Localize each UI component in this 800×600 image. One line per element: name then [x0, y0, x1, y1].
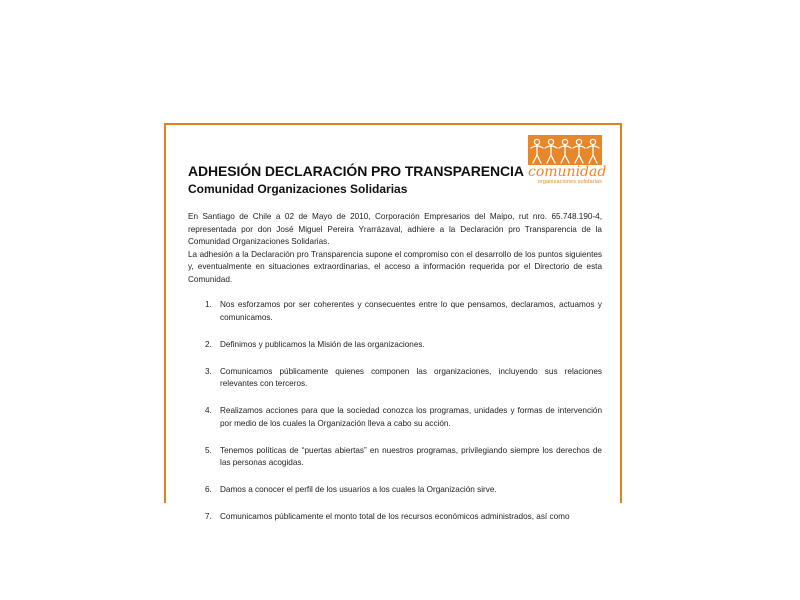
- commitment-paragraph: La adhesión a la Declaración pro Transparencia supone el compromiso con el desarrollo de los puntos siguientes y, eventualmente en situaciones extraordinarias, el acceso a información requerida por el Directorio de esta Comunidad.: [188, 249, 602, 284]
- item-text: Nos esforzamos por ser coherentes y consecuentes entre lo que pensamos, declaramos, actuamos y comunicamos.: [220, 300, 602, 322]
- item-number: 4.: [205, 406, 212, 415]
- item-text: Tenemos políticas de “puertas abiertas” en nuestros programas, privilegiando siempre los derechos de las personas acogidas.: [220, 445, 602, 467]
- list-item: [188, 484, 602, 497]
- comunidad-logo: [528, 135, 607, 193]
- list-item: [188, 405, 602, 430]
- item-text: Realizamos acciones para que la sociedad conozca los programas, unidades y formas de intervención por medio de los cuales la Organización lleva a cabo su acción.: [220, 406, 602, 428]
- item-text: Comunicamos públicamente quienes componen las organizaciones, incluyendo sus relaciones relevantes con terceros.: [220, 366, 602, 388]
- document-page: [164, 123, 622, 521]
- list-item: [188, 366, 602, 391]
- list-item: [188, 339, 602, 352]
- logo-tagline: organizaciones solidarias: [537, 179, 602, 185]
- item-number: 7.: [205, 512, 212, 521]
- document-body: [188, 211, 602, 286]
- list-item: [188, 445, 602, 470]
- commitment-list: [188, 299, 602, 538]
- item-text: Comunicamos públicamente el monto total de los recursos económicos administrados, así como: [220, 512, 570, 521]
- document-title: ADHESIÓN DECLARACIÓN PRO TRANSPARENCIA: [188, 163, 524, 179]
- list-item: [188, 511, 602, 524]
- intro-paragraph: En Santiago de Chile a 02 de Mayo de 2010, Corporación Empresarios del Maipo, rut nro. 65.748.190-4, representada por don José Miguel Pereira Yrarrázaval, adhiere a la Declaración pro Transparencia de la Comunidad Organizaciones Solidarias.: [188, 212, 602, 246]
- item-number: 2.: [205, 339, 212, 349]
- list-item: [188, 299, 602, 324]
- logo-figures-icon: [528, 135, 602, 165]
- document-subtitle: Comunidad Organizaciones Solidarias: [188, 182, 408, 196]
- item-number: 5.: [205, 445, 212, 455]
- item-number: 1.: [205, 300, 212, 309]
- item-text: Damos a conocer el perfil de los usuarios a los cuales la Organización sirve.: [220, 485, 497, 494]
- item-number: 6.: [205, 485, 212, 494]
- item-number: 3.: [205, 366, 212, 376]
- item-text: Definimos y publicamos la Misión de las organizaciones.: [220, 339, 425, 349]
- logo-wordmark: comunidad: [528, 164, 607, 180]
